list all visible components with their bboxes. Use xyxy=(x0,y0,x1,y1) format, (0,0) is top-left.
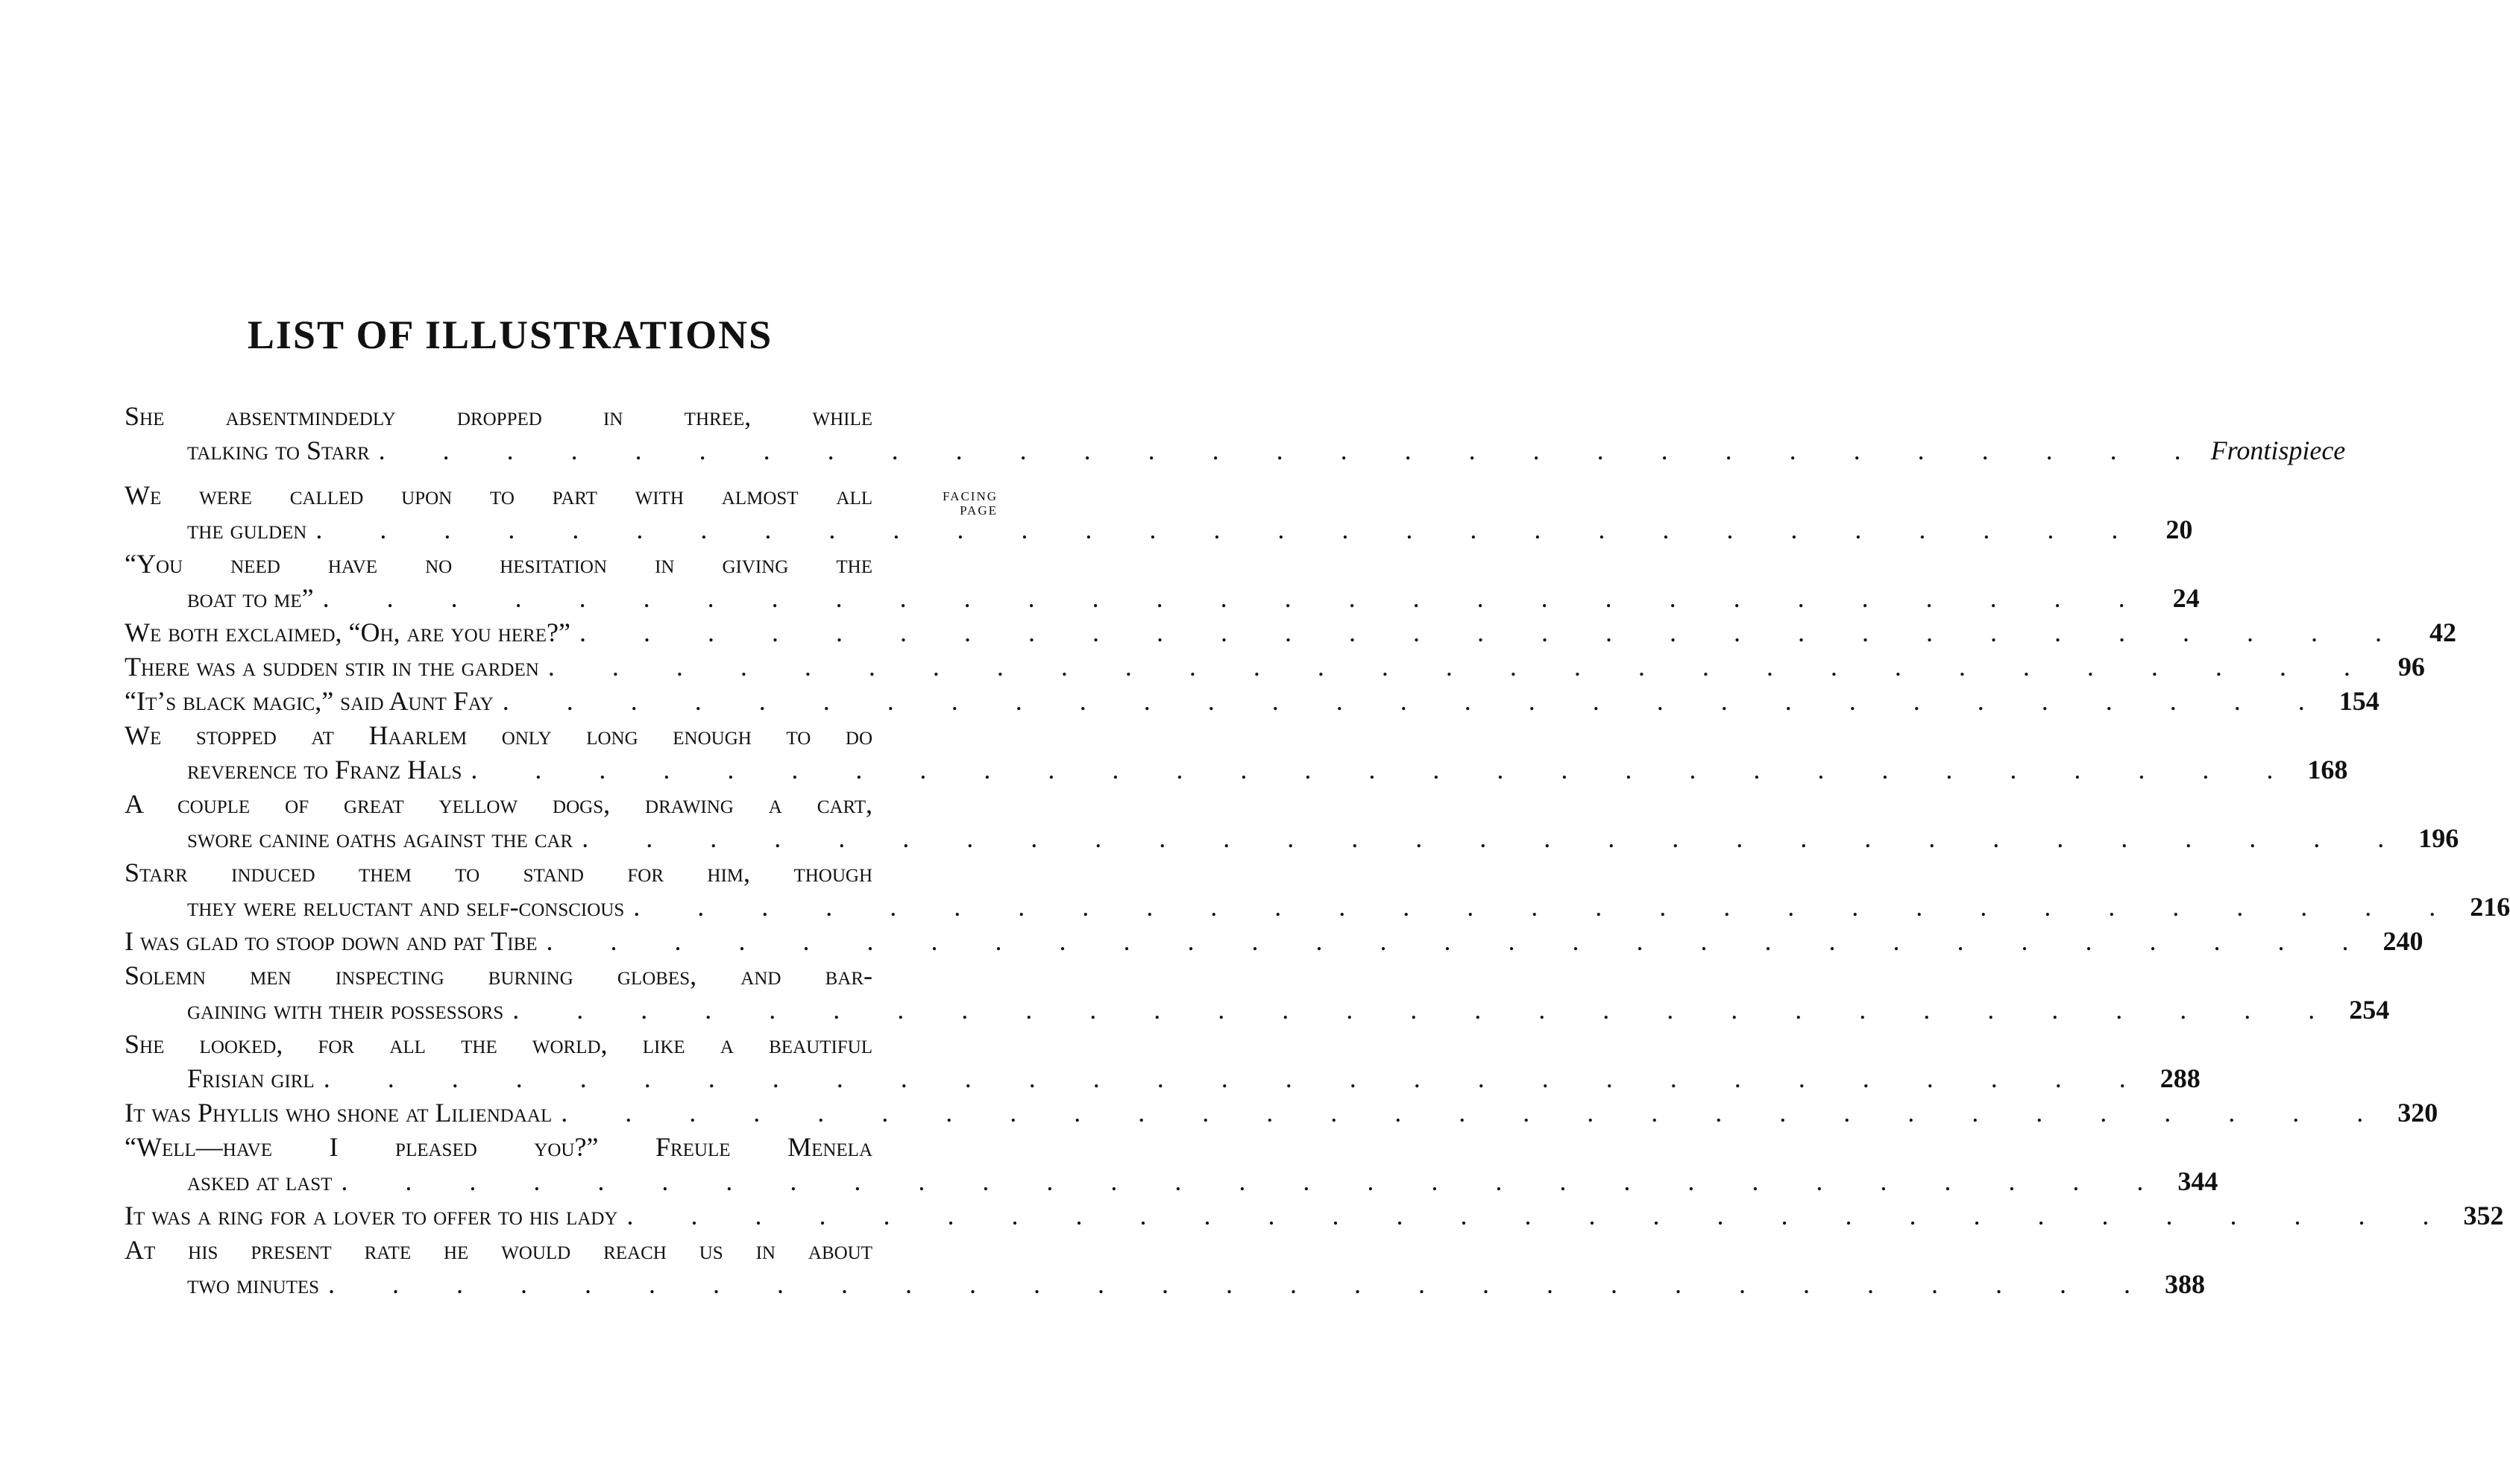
entry-caption-text: boat to me” xyxy=(187,583,314,613)
entry-caption-final-line xyxy=(125,684,2380,718)
entry-caption-text: asked at last xyxy=(187,1166,333,1196)
illustration-entry xyxy=(125,1095,2438,1130)
entry-caption-final-line xyxy=(125,615,2456,650)
dot-leader: . . . . . . . . . . . . . . . . . . . . . . . . . . . . . xyxy=(322,583,2151,613)
page-number: 216 xyxy=(2470,892,2510,922)
page-number: 24 xyxy=(2172,583,2200,613)
entry-caption-line: We were called upon to part with almost all xyxy=(125,480,872,510)
entry-caption-text: the gulden xyxy=(187,515,307,544)
entry-caption-final-line xyxy=(125,890,2510,924)
illustration-entry xyxy=(125,650,2425,684)
entry-caption-line: “Well—have I pleased you?” Freule Menela xyxy=(125,1132,872,1162)
entry-caption-line: She looked, for all the world, like a beautiful xyxy=(125,1029,872,1059)
entry-caption-line: “You need have no hesitation in giving the xyxy=(125,549,872,579)
dot-leader: . . . . . . . . . . . . . . . . . . . . . . . . . . . . . xyxy=(626,1201,2455,1230)
illustration-entry xyxy=(125,399,2346,468)
illustration-entry xyxy=(125,1130,2218,1198)
entry-caption-line: We stopped at Haarlem only long enough to do xyxy=(125,720,872,750)
entry-caption-text: It was Phyllis who shone at Liliendaal xyxy=(125,1098,553,1128)
entry-caption-final-line xyxy=(125,1164,2218,1198)
dot-leader: . . . . . . . . . . . . . . . . . . . . . . . . . . . . . xyxy=(471,755,2299,785)
dot-leader: . . . . . . . . . . . . . . . . . . . . . . . . . . . . . xyxy=(315,515,2144,544)
entry-caption-text: they were reluctant and self-conscious xyxy=(187,892,625,922)
dot-leader: . . . . . . . . . . . . . . . . . . . . . . . . . . . . . xyxy=(323,1063,2151,1093)
page-number: 320 xyxy=(2397,1098,2438,1128)
entry-caption-final-line xyxy=(125,581,2200,615)
entry-caption-line: A couple of great yellow dogs, drawing a cart, xyxy=(125,789,872,819)
entry-caption-final-line xyxy=(125,1198,2504,1233)
page-number: 344 xyxy=(2177,1166,2218,1196)
dot-leader: . . . . . . . . . . . . . . . . . . . . . . . . . . . . . xyxy=(547,652,2376,682)
illustration-entry xyxy=(125,958,2390,1027)
entry-caption-text: There was a sudden stir in the garden xyxy=(125,652,539,682)
dot-leader: . . . . . . . . . . . . . . . . . . . . . . . . . . . . . xyxy=(633,892,2462,922)
dot-leader: . . . . . . . . . . . . . . . . . . . . . . . . . . . . . xyxy=(512,995,2341,1025)
dot-leader: . . . . . . . . . . . . . . . . . . . . . . . . . . . . . xyxy=(579,617,2407,647)
illustration-entry xyxy=(125,547,2200,615)
page-number: 168 xyxy=(2307,755,2348,785)
facing-label-line: FACING xyxy=(942,489,998,503)
illustration-entry xyxy=(125,615,2456,650)
entry-caption-line: At his present rate he would reach us in about xyxy=(125,1235,872,1265)
page-number: 96 xyxy=(2397,652,2425,682)
illustration-entry xyxy=(125,718,2348,787)
entry-caption-final-line xyxy=(125,752,2348,787)
dot-leader: . . . . . . . . . . . . . . . . . . . . . . . . . . . . . xyxy=(546,926,2374,956)
dot-leader: . . . . . . . . . . . . . . . . . . . . . . . . . . . . . xyxy=(582,823,2410,853)
entry-caption-text: gaining with their possessors xyxy=(187,995,504,1025)
entry-caption-line: She absentmindedly dropped in three, while xyxy=(125,401,872,431)
dot-leader: . . . . . . . . . . . . . . . . . . . . . . . . . . . . . xyxy=(341,1166,2169,1196)
entry-caption-text: talking to Starr xyxy=(187,436,370,465)
entry-caption-text: two minutes xyxy=(187,1269,320,1299)
entry-caption-text: swore canine oaths against the car xyxy=(187,823,573,853)
page-number: 240 xyxy=(2382,926,2423,956)
entry-caption-text: We both exclaimed, “Oh, are you here?” xyxy=(125,617,570,647)
illustration-entry xyxy=(125,1233,2206,1301)
entry-caption-final-line xyxy=(125,512,2193,547)
entry-caption-text: reverence to Franz Hals xyxy=(187,755,462,785)
entry-caption-final-line xyxy=(125,1095,2438,1130)
page-number: 388 xyxy=(2165,1269,2206,1299)
dot-leader: . . . . . . . . . . . . . . . . . . . . . . . . . . . . . xyxy=(328,1269,2157,1299)
dot-leader: . . . . . . . . . . . . . . . . . . . . . . . . . . . . . xyxy=(378,436,2207,465)
dot-leader: . . . . . . . . . . . . . . . . . . . . . . . . . . . . . xyxy=(502,686,2330,716)
illustration-entry xyxy=(125,1198,2504,1233)
entry-caption-text: “It’s black magic,” said Aunt Fay xyxy=(125,686,494,716)
entry-caption-final-line xyxy=(125,433,2346,468)
page-number: 42 xyxy=(2429,617,2456,647)
entry-caption-final-line xyxy=(125,650,2425,684)
entry-caption-line: Solemn men inspecting burning globes, and bar- xyxy=(125,960,872,990)
entry-caption-line: Starr induced them to stand for him, though xyxy=(125,858,872,887)
illustration-entry xyxy=(125,1027,2201,1095)
page-number: 154 xyxy=(2338,686,2380,716)
illustration-entry xyxy=(125,787,2459,855)
entry-caption-text: It was a ring for a lover to offer to his lady xyxy=(125,1201,618,1230)
entry-caption-final-line xyxy=(125,821,2459,855)
page-number: 254 xyxy=(2349,995,2390,1025)
page-title: LIST OF ILLUSTRATIONS xyxy=(247,312,773,357)
illustration-entry xyxy=(125,855,2510,924)
page-number: 196 xyxy=(2418,823,2459,853)
dot-leader: . . . . . . . . . . . . . . . . . . . . . . . . . . . . . xyxy=(561,1098,2389,1128)
page-number: 288 xyxy=(2160,1063,2201,1093)
illustration-entry xyxy=(125,924,2423,958)
entry-caption-final-line xyxy=(125,1061,2201,1095)
page-number: Frontispiece xyxy=(2210,436,2346,465)
entry-caption-final-line xyxy=(125,993,2390,1027)
entry-caption-final-line xyxy=(125,1267,2206,1301)
page-number: 20 xyxy=(2165,515,2193,544)
entry-caption-text: I was glad to stoop down and pat Tibe xyxy=(125,926,538,956)
entry-caption-final-line xyxy=(125,924,2423,958)
entry-caption-text: Frisian girl xyxy=(187,1063,315,1093)
illustration-entry xyxy=(125,684,2380,718)
page-number: 352 xyxy=(2463,1201,2504,1230)
facing-label-line: PAGE xyxy=(960,503,998,518)
